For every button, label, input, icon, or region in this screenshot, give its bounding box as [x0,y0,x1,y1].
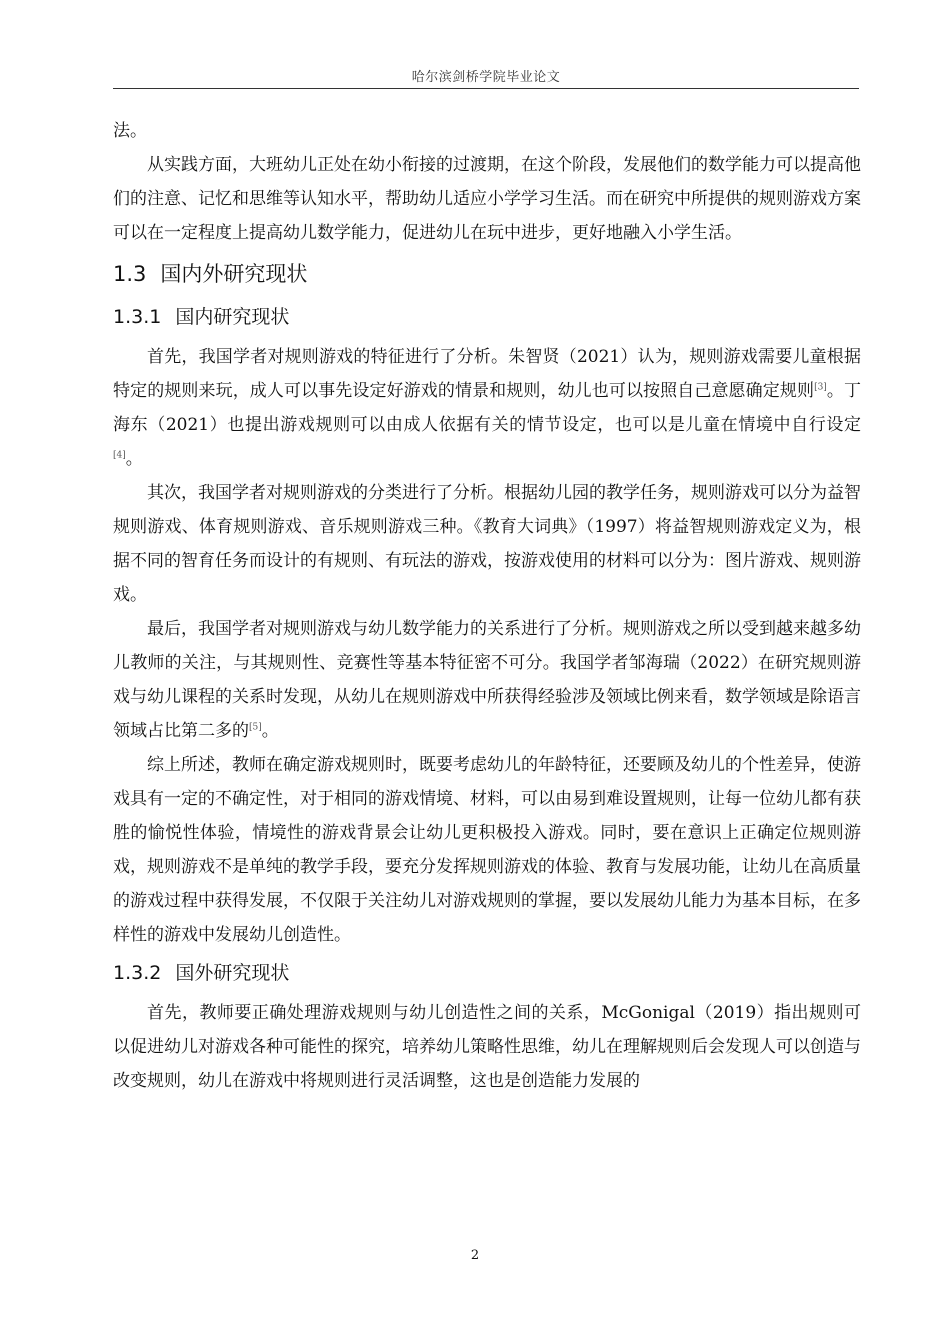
paragraph-summary: 综上所述，教师在确定游戏规则时，既要考虑幼儿的年龄特征，还要顾及幼儿的个性差异，使游戏具有一定的不确定性，对于相同的游戏情境、材料，可以由易到难设置规则，让每一位幼儿都有获胜的愉悦性体验，情境性的游戏背景会让幼儿更积极投入游戏。同时，要在意识上正确定位规则游戏，规则游戏不是单纯的教学手段，要充分发挥规则游戏的体验、教育与发展功能，让幼儿在高质量的游戏过程中获得发展，不仅限于关注幼儿对游戏规则的掌握，要以发展幼儿能力为基本目标，在多样性的游戏中发展幼儿创造性。 [113,755,861,945]
paragraph-text: 首先，我国学者对规则游戏的特征进行了分析。朱智贤（2021）认为，规则游戏需要儿童根据特定的规则来玩，成人可以事先设定好游戏的情景和规则，幼儿也可以按照自己意愿确定规则 [113,347,861,401]
page-body [113,114,861,1098]
paragraph-continuation: 法。 [113,121,147,141]
header-divider [113,88,859,89]
citation-ref-4: [4] [113,450,126,461]
paragraph-text: 。 [125,449,143,469]
paragraph-practice: 从实践方面，大班幼儿正处在幼小衔接的过渡期，在这个阶段，发展他们的数学能力可以提高他们的注意、记忆和思维等认知水平，帮助幼儿适应小学学习生活。而在研究中所提供的规则游戏方案可以在一定程度上提高幼儿数学能力，促进幼儿在玩中进步，更好地融入小学生活。 [113,155,861,243]
section-heading-1-3-2 [113,956,861,990]
paragraph-relationship [113,612,861,748]
section-title: 国外研究现状 [175,962,290,984]
section-number: 1.3.2 [113,962,162,984]
paragraph-classification: 其次，我国学者对规则游戏的分类进行了分析。根据幼儿园的教学任务，规则游戏可以分为益智规则游戏、体育规则游戏、音乐规则游戏三种。《教育大词典》（1997）将益智规则游戏定义为，根据不同的智育任务而设计的有规则、有玩法的游戏，按游戏使用的材料可以分为：图片游戏、规则游戏。 [113,483,861,605]
page-number: 2 [470,1248,480,1263]
section-number: 1.3.1 [113,306,162,328]
paragraph-text: 。 [261,721,279,741]
paragraph-text: 最后，我国学者对规则游戏与幼儿数学能力的关系进行了分析。规则游戏之所以受到越来越多幼儿教师的关注，与其规则性、竞赛性等基本特征密不可分。我国学者邹海瑞（2022）在研究规则游戏与幼儿课程的关系时发现，从幼儿在规则游戏中所获得经验涉及领域比例来看，数学领域是除语言领域占比第二多的 [113,619,861,741]
paragraph-features [113,340,861,476]
section-heading-1-3 [113,256,861,292]
page-header: 哈尔滨剑桥学院毕业论文 [411,70,561,85]
section-title: 国内外研究现状 [160,262,308,286]
section-number: 1.3 [113,262,147,286]
citation-ref-3: [3] [814,382,827,393]
citation-ref-5: [5] [249,722,262,733]
paragraph-text: 。丁海东（2021）也提出游戏规则可以由成人依据有关的情节设定，也可以是儿童在情境中自行设定 [113,381,862,435]
section-title: 国内研究现状 [175,306,290,328]
section-heading-1-3-1 [113,300,861,334]
paragraph-foreign-research: 首先，教师要正确处理游戏规则与幼儿创造性之间的关系，McGonigal（2019）指出规则可以促进幼儿对游戏各种可能性的探究，培养幼儿策略性思维，幼儿在理解规则后会发现人可以创造与改变规则，幼儿在游戏中将规则进行灵活调整，这也是创造能力发展的 [113,1003,861,1091]
